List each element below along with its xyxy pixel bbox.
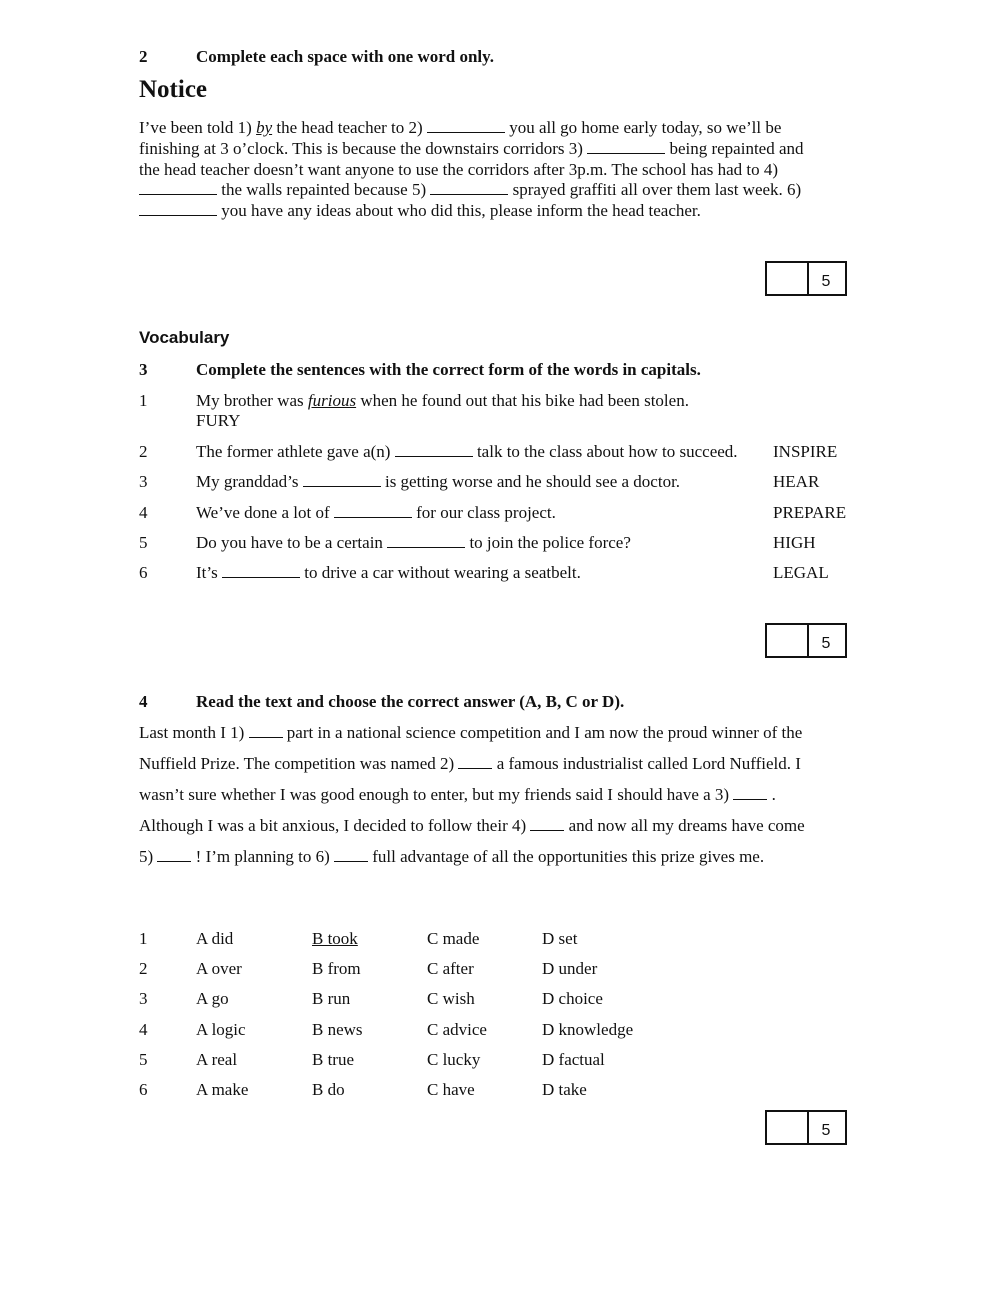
gap-blank[interactable] [733, 787, 767, 800]
answer-blank[interactable] [430, 182, 508, 195]
exercise-2-instruction: Complete each space with one word only. [196, 47, 494, 66]
text-line: wasn’t sure whether I was good enough to enter, but my friends said I should have a 3) . [139, 785, 776, 804]
text-line: Nuffield Prize. The competition was named 2) a famous industrialist called Lord Nuffield. I [139, 754, 801, 773]
option-a[interactable]: A make [196, 1080, 249, 1099]
item-number: 4 [139, 503, 148, 522]
option-number: 1 [139, 929, 148, 948]
gap-blank[interactable] [249, 725, 283, 738]
option-b[interactable]: B news [312, 1020, 363, 1039]
exercise-3-instruction: Complete the sentences with the correct form of the words in capitals. [196, 360, 701, 379]
option-c[interactable]: C have [427, 1080, 475, 1099]
option-a[interactable]: A go [196, 989, 229, 1008]
score-total: 5 [821, 634, 831, 652]
score-input[interactable] [767, 625, 809, 656]
gap-blank[interactable] [334, 849, 368, 862]
option-number: 3 [139, 989, 148, 1008]
answer-blank[interactable] [395, 444, 473, 457]
option-c[interactable]: C wish [427, 989, 475, 1008]
sentence: Do you have to be a certain to join the police force? [196, 533, 631, 552]
score-input[interactable] [767, 1112, 809, 1143]
text-line: Last month I 1) part in a national science competition and I am now the proud winner of the [139, 723, 803, 742]
option-a[interactable]: A did [196, 929, 234, 948]
score-box [765, 261, 847, 296]
option-number: 6 [139, 1080, 148, 1099]
notice-title: Notice [139, 76, 208, 103]
option-b[interactable]: B run [312, 989, 351, 1008]
sentence: My brother was furious when he found out that his bike had been stolen. [196, 391, 689, 410]
capital-word: HEAR [773, 472, 820, 491]
exercise-4-instruction: Read the text and choose the correct answer (A, B, C or D). [196, 692, 625, 711]
option-number: 5 [139, 1050, 148, 1069]
item-number: 6 [139, 563, 148, 582]
score-box [765, 1110, 847, 1145]
text-line: 5) ! I’m planning to 6) full advantage of all the opportunities this prize gives me. [139, 847, 765, 866]
gap-blank[interactable] [530, 818, 564, 831]
answer-blank[interactable] [139, 182, 217, 195]
answer-blank[interactable] [222, 565, 300, 578]
item-number: 1 [139, 391, 148, 410]
answer-blank[interactable] [334, 505, 412, 518]
option-b[interactable]: B from [312, 959, 361, 978]
score-total: 5 [821, 272, 831, 290]
answer-blank[interactable] [427, 120, 505, 133]
option-c[interactable]: C advice [427, 1020, 487, 1039]
capital-word: LEGAL [773, 563, 829, 582]
example-answer: by [256, 118, 273, 137]
score-input[interactable] [767, 263, 809, 294]
exercise-3-number: 3 [139, 360, 148, 379]
answer-blank[interactable] [387, 535, 465, 548]
exercise-2-number: 2 [139, 47, 148, 66]
capital-word: HIGH [773, 533, 816, 552]
text-line: Although I was a bit anxious, I decided to follow their 4) and now all my dreams have come [139, 816, 805, 835]
option-d[interactable]: D choice [542, 989, 603, 1008]
option-number: 2 [139, 959, 148, 978]
gap-blank[interactable] [458, 756, 492, 769]
sentence: My granddad’s is getting worse and he should see a doctor. [196, 472, 681, 491]
capital-word: FURY [196, 411, 241, 430]
answer-blank[interactable] [303, 474, 381, 487]
capital-word: INSPIRE [773, 442, 838, 461]
sentence: The former athlete gave a(n) talk to the class about how to succeed. [196, 442, 738, 461]
option-d[interactable]: D under [542, 959, 598, 978]
option-d[interactable]: D knowledge [542, 1020, 634, 1039]
answer-blank[interactable] [139, 203, 217, 216]
option-c[interactable]: C lucky [427, 1050, 481, 1069]
option-d[interactable]: D factual [542, 1050, 605, 1069]
section-heading: Vocabulary [139, 328, 230, 347]
option-a[interactable]: A logic [196, 1020, 246, 1039]
score-box [765, 623, 847, 658]
notice-line: the head teacher doesn’t want anyone to use the corridors after 3p.m. The school has had to 4) [139, 159, 779, 179]
option-b[interactable]: B do [312, 1080, 345, 1099]
option-d[interactable]: D set [542, 929, 578, 948]
notice-text [139, 118, 849, 222]
notice-line: I’ve been told 1) by the head teacher to 2) you all go home early today, so we’ll be [139, 118, 782, 137]
item-number: 2 [139, 442, 148, 461]
option-a[interactable]: A over [196, 959, 242, 978]
option-a[interactable]: A real [196, 1050, 238, 1069]
option-b[interactable]: B true [312, 1050, 355, 1069]
notice-line: finishing at 3 o’clock. This is because the downstairs corridors 3) being repainted and [139, 138, 804, 158]
option-number: 4 [139, 1020, 148, 1039]
sentence: It’s to drive a car without wearing a seatbelt. [196, 563, 581, 582]
answer-blank[interactable] [587, 141, 665, 154]
sentence: We’ve done a lot of for our class project. [196, 503, 556, 522]
item-number: 3 [139, 472, 148, 491]
example-answer: furious [307, 391, 357, 410]
notice-line: you have any ideas about who did this, please inform the head teacher. [139, 201, 849, 222]
notice-line: the walls repainted because 5) sprayed graffiti all over them last week. 6) [139, 180, 849, 201]
score-total: 5 [821, 1121, 831, 1139]
option-c[interactable]: C after [427, 959, 474, 978]
option-d[interactable]: D take [542, 1080, 587, 1099]
exercise-4-number: 4 [139, 692, 148, 711]
capital-word: PREPARE [773, 503, 847, 522]
option-b-correct[interactable]: B took [312, 929, 358, 948]
option-c[interactable]: C made [427, 929, 480, 948]
item-number: 5 [139, 533, 148, 552]
gap-blank[interactable] [157, 849, 191, 862]
